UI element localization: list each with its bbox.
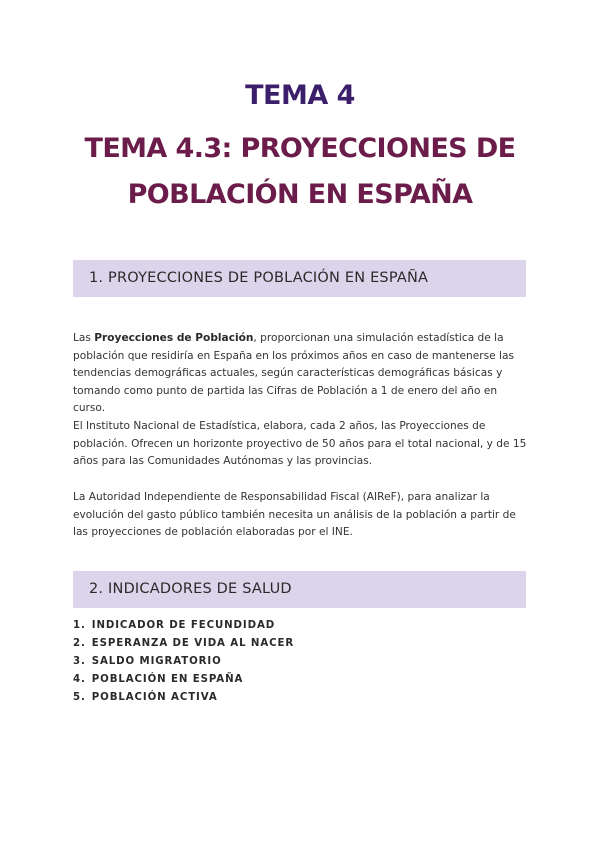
list-item [73, 653, 294, 671]
list-item [73, 617, 294, 635]
list-item-number: 4. [73, 674, 86, 685]
list-item-number: 5. [73, 692, 86, 703]
list-item [73, 671, 294, 689]
section-heading-indicadores: 2. INDICADORES DE SALUD [73, 571, 526, 608]
list-item [73, 689, 294, 707]
list-item-label: ESPERANZA DE VIDA AL NACER [91, 638, 295, 649]
paragraph-definition-prefix: Las [73, 332, 95, 344]
list-item-label: POBLACIÓN ACTIVA [91, 692, 218, 703]
list-item-label: POBLACIÓN EN ESPAÑA [91, 674, 244, 685]
paragraph-definition-bold: Proyecciones de Población [94, 332, 254, 344]
paragraph-airef: La Autoridad Independiente de Responsabilidad Fiscal (AIReF), para analizar la evolución del gasto público también necesita un análisis de la población a partir de las proyecciones de población elaboradas por el INE. [73, 491, 516, 538]
paragraph-definition-rest: , proporcionan una simulación estadística de la población que residiría en España en los próximos años en caso de mantenerse las tendencias demográficas actuales, según características demográficas básicas y tomando como punto de partida las Cifras de Población a 1 de enero del año en curso. [73, 332, 514, 414]
paragraph-definition [73, 330, 528, 418]
indicators-list [73, 617, 294, 707]
list-item-number: 1. [73, 620, 86, 631]
list-item-number: 2. [73, 638, 86, 649]
page-subtitle: TEMA 4.3: PROYECCIONES DE POBLACIÓN EN ESPAÑA [84, 133, 516, 210]
list-item-number: 3. [73, 656, 86, 667]
list-item-label: SALDO MIGRATORIO [91, 656, 222, 667]
section-heading-proyecciones: 1. PROYECCIONES DE POBLACIÓN EN ESPAÑA [73, 260, 526, 297]
list-item-label: INDICADOR DE FECUNDIDAD [91, 620, 276, 631]
list-item [73, 635, 294, 653]
paragraph-ine: El Instituto Nacional de Estadística, elabora, cada 2 años, las Proyecciones de población. Ofrecen un horizonte proyectivo de 50 años para el total nacional, y de 15 años para las Comunidades Autónomas y las provincias. [73, 420, 527, 467]
page-title: TEMA 4 [245, 80, 355, 111]
